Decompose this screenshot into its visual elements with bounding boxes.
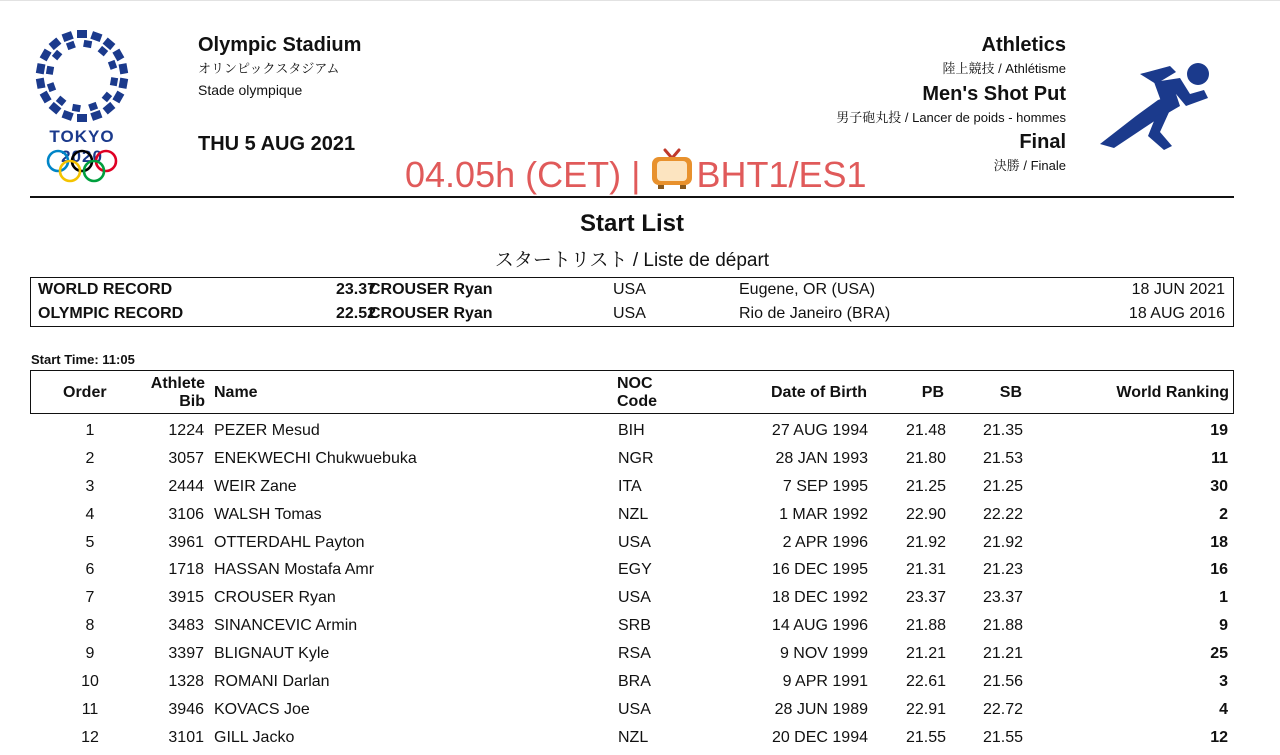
record-label: OLYMPIC RECORD (38, 305, 184, 322)
athlete-world-ranking: 2 (1219, 505, 1228, 523)
start-time: Start Time: 11:05 (31, 352, 135, 367)
athlete-sb: 21.35 (982, 422, 1023, 439)
athlete-world-ranking: 3 (1219, 673, 1228, 691)
athlete-world-ranking: 19 (1210, 422, 1228, 439)
table-row (30, 472, 1234, 500)
athlete-order: 4 (85, 505, 95, 523)
athlete-name: CROUSER Ryan (214, 589, 336, 607)
athlete-name: SINANCEVIC Armin (214, 617, 358, 635)
athlete-dob: 7 SEP 1995 (782, 477, 868, 495)
column-header-pb: PB (921, 384, 944, 401)
athlete-noc: NZL (618, 728, 649, 746)
column-header-bib (141, 375, 205, 411)
athlete-noc: USA (618, 533, 651, 551)
athlete-bib: 3483 (168, 617, 204, 635)
broadcast-channels: BHT1/ES1 (696, 154, 867, 195)
record-date: 18 AUG 2016 (1128, 305, 1225, 322)
athlete-noc: NGR (618, 449, 654, 467)
athlete-sb: 21.55 (982, 728, 1023, 746)
record-date: 18 JUN 2021 (1131, 281, 1225, 298)
olympic-rings-icon (30, 148, 134, 188)
athlete-pb: 22.90 (905, 505, 946, 523)
athlete-bib: 1224 (168, 422, 204, 439)
header-divider (30, 196, 1234, 198)
column-header-dob: Date of Birth (771, 384, 867, 401)
athlete-pb: 22.91 (905, 700, 946, 718)
athlete-sb: 21.56 (982, 673, 1023, 691)
record-mark: 23.37 (335, 281, 376, 298)
athlete-pb: 21.25 (905, 477, 946, 495)
athlete-sb: 21.21 (982, 645, 1023, 663)
document-title: Start List (579, 210, 684, 237)
athlete-order: 10 (81, 673, 99, 691)
table-row (30, 416, 1234, 444)
column-header-order: Order (63, 384, 107, 401)
athlete-bib: 3057 (168, 449, 204, 467)
athlete-order: 1 (85, 422, 95, 439)
athlete-world-ranking: 30 (1210, 477, 1228, 495)
athlete-pb: 21.80 (905, 449, 946, 467)
athlete-dob: 9 NOV 1999 (779, 645, 868, 663)
event-block (836, 83, 1066, 126)
tokyo-2020-logo (30, 28, 134, 188)
record-place: Eugene, OR (USA) (739, 281, 876, 298)
athlete-dob: 20 DEC 1994 (771, 728, 868, 746)
athlete-bib: 1718 (168, 561, 204, 579)
phase-block (994, 131, 1066, 174)
athlete-noc: BIH (618, 422, 645, 439)
record-noc: USA (613, 281, 646, 298)
record-row (31, 278, 1233, 302)
athlete-pb: 21.48 (905, 422, 946, 439)
column-header-name: Name (214, 384, 258, 401)
athlete-order: 5 (85, 533, 95, 551)
athlete-world-ranking: 18 (1210, 533, 1228, 551)
athlete-noc: RSA (618, 645, 651, 663)
athlete-bib: 3961 (168, 533, 204, 551)
athlete-order: 11 (81, 700, 99, 718)
athlete-pb: 21.92 (905, 533, 946, 551)
phase-name: Final (1019, 131, 1066, 153)
athlete-order: 9 (85, 645, 95, 663)
athlete-sb: 22.22 (982, 505, 1023, 523)
athlete-noc: USA (618, 589, 651, 607)
athlete-sb: 23.37 (982, 589, 1023, 607)
table-row (30, 444, 1234, 472)
athlete-dob: 16 DEC 1995 (771, 561, 868, 579)
column-header-noc-line1: NOC (617, 375, 653, 392)
table-row (30, 695, 1234, 723)
athlete-world-ranking: 12 (1210, 728, 1228, 746)
record-place: Rio de Janeiro (BRA) (739, 305, 891, 322)
athlete-dob: 28 JUN 1989 (774, 700, 868, 718)
athlete-noc: ITA (618, 477, 642, 495)
athlete-name: WEIR Zane (214, 477, 297, 495)
athlete-bib: 2444 (168, 477, 204, 495)
athlete-dob: 27 AUG 1994 (771, 422, 868, 439)
athlete-order: 8 (85, 617, 95, 635)
athlete-order: 3 (85, 477, 95, 495)
athlete-name: KOVACS Joe (214, 700, 310, 718)
venue-name-en: Olympic Stadium (198, 34, 362, 56)
athlete-order: 12 (81, 728, 99, 746)
athlete-sb: 21.25 (982, 477, 1023, 495)
athlete-world-ranking: 11 (1211, 449, 1228, 467)
column-header-sb: SB (999, 384, 1022, 401)
athlete-noc: BRA (618, 673, 651, 691)
table-row (30, 611, 1234, 639)
venue-block (198, 34, 361, 98)
athlete-dob: 28 JAN 1993 (775, 449, 868, 467)
event-name: Men's Shot Put (922, 83, 1066, 105)
table-row (30, 555, 1234, 583)
athlete-sb: 21.88 (982, 617, 1023, 635)
phase-name-translations: 決勝 / Finale (993, 158, 1066, 173)
athlete-noc: EGY (618, 561, 652, 579)
athlete-pb: 23.37 (905, 589, 946, 607)
athlete-pb: 21.88 (905, 617, 946, 635)
record-mark: 22.52 (335, 305, 376, 322)
table-row (30, 500, 1234, 528)
records-box (30, 277, 1234, 327)
record-holder: CROUSER Ryan (369, 281, 493, 298)
table-row (30, 528, 1234, 556)
sport-name-translations: 陸上競技 / Athlétisme (942, 61, 1066, 76)
athlete-world-ranking: 4 (1219, 700, 1228, 718)
athlete-bib: 3397 (168, 645, 204, 663)
athlete-pb: 22.61 (905, 673, 946, 691)
event-name-translations: 男子砲丸投 / Lancer de poids - hommes (836, 110, 1066, 125)
athlete-world-ranking: 25 (1210, 645, 1228, 663)
column-header-noc (617, 375, 657, 411)
logo-wordmark: TOKYO 2020 (49, 127, 115, 166)
athlete-sb: 22.72 (982, 700, 1023, 718)
record-label: WORLD RECORD (38, 281, 173, 298)
athlete-world-ranking: 9 (1219, 617, 1228, 635)
athlete-world-ranking: 1 (1219, 589, 1228, 607)
athletics-runner-icon (1096, 60, 1216, 152)
column-header-bib-line2: Bib (179, 393, 205, 410)
athlete-order: 6 (85, 561, 95, 579)
athlete-bib: 3946 (168, 700, 204, 718)
athlete-dob: 1 MAR 1992 (779, 505, 868, 523)
broadcast-overlay (405, 148, 867, 199)
athlete-order: 2 (85, 449, 95, 467)
athlete-dob: 18 DEC 1992 (771, 589, 868, 607)
column-header-world-ranking: World Ranking (1116, 384, 1229, 401)
athlete-pb: 21.31 (905, 561, 946, 579)
column-header-bib-line1: Athlete (150, 375, 205, 392)
athlete-pb: 21.21 (905, 645, 946, 663)
record-holder: CROUSER Ryan (369, 305, 493, 322)
document-subtitle: スタートリスト / Liste de départ (494, 250, 770, 271)
athlete-bib: 1328 (168, 673, 204, 691)
table-row (30, 667, 1234, 695)
venue-name-fr: Stade olympique (198, 82, 303, 98)
athlete-name: PEZER Mesud (214, 422, 320, 439)
athlete-pb: 21.55 (905, 728, 946, 746)
broadcast-time: 04.05h (CET) | (405, 154, 651, 195)
table-row (30, 639, 1234, 667)
athlete-dob: 9 APR 1991 (782, 673, 868, 691)
athlete-name: BLIGNAUT Kyle (214, 645, 330, 663)
athlete-world-ranking: 16 (1210, 561, 1228, 579)
athlete-noc: NZL (618, 505, 649, 523)
venue-name-ja: オリンピックスタジアム (198, 61, 340, 76)
athlete-order: 7 (85, 589, 95, 607)
athlete-name: OTTERDAHL Payton (214, 533, 365, 551)
athlete-bib: 3106 (168, 505, 204, 523)
athlete-name: HASSAN Mostafa Amr (214, 561, 375, 579)
athlete-noc: USA (618, 700, 651, 718)
athlete-noc: SRB (618, 617, 651, 635)
athlete-name: GILL Jacko (214, 728, 295, 746)
athlete-sb: 21.53 (982, 449, 1023, 467)
athlete-sb: 21.92 (982, 533, 1023, 551)
sport-name: Athletics (981, 34, 1066, 56)
column-header-noc-line2: Code (617, 393, 657, 410)
start-list-header (30, 370, 1234, 414)
athlete-name: WALSH Tomas (214, 505, 322, 523)
tv-icon (650, 148, 694, 199)
athlete-dob: 2 APR 1996 (782, 533, 868, 551)
athlete-dob: 14 AUG 1996 (771, 617, 868, 635)
start-list-rows (30, 416, 1234, 751)
sport-block (942, 34, 1066, 77)
table-row (30, 583, 1234, 611)
record-row (31, 302, 1233, 326)
record-noc: USA (613, 305, 646, 322)
athlete-bib: 3101 (168, 728, 204, 746)
athlete-name: ENEKWECHI Chukwuebuka (214, 449, 417, 467)
athlete-bib: 3915 (168, 589, 204, 607)
athlete-name: ROMANI Darlan (214, 673, 330, 691)
athlete-sb: 21.23 (982, 561, 1023, 579)
table-row (30, 723, 1234, 751)
event-date: THU 5 AUG 2021 (198, 133, 356, 155)
top-border (0, 0, 1280, 1)
